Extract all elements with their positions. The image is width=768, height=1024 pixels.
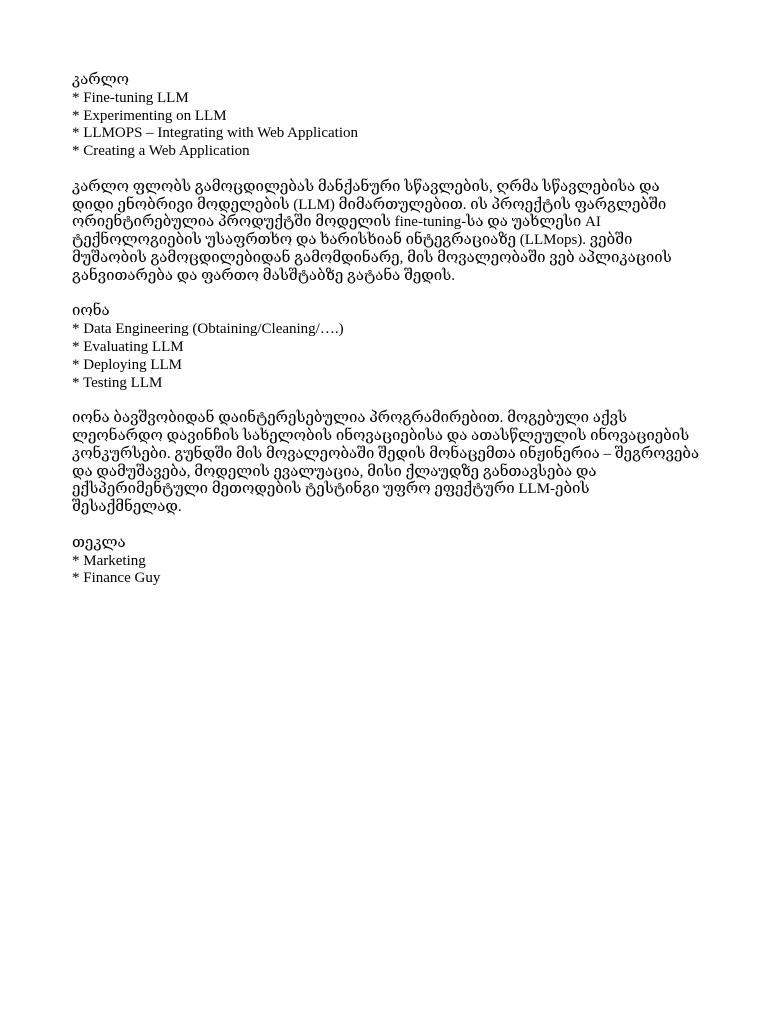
section-tekla xyxy=(72,535,702,588)
spacer xyxy=(72,517,702,535)
bullet-list xyxy=(72,321,702,392)
section-paragraph: კარლო ფლობს გამოცდილებას მანქანური სწავლების, ღრმა სწავლებისა და დიდი ენობრივი მოდელების (LLM) მიმართულებით. ის პროექტის ფარგლებში ორიენტირებულია პროდუქტში მოდელის fine-tuning-სა და უახლესი AI ტექნოლოგიების უსაფრთხო და ხარისხიან ინტეგრაციაზე (LLMops). ვებში მუშაობის გამოცდილებიდან გამომდინარე, მის მოვალეობაში ვებ აპლიკაციის განვითარება და ფართო მასშტაბზე გატანა შედის. xyxy=(72,178,672,284)
bullet-item: * Finance Guy xyxy=(72,570,161,587)
bullet-item: * Evaluating LLM xyxy=(72,338,184,355)
bullet-item: * Creating a Web Application xyxy=(72,143,250,160)
bullet-item: * Experimenting on LLM xyxy=(72,107,227,124)
document-page xyxy=(72,72,702,588)
bullet-list xyxy=(72,553,702,589)
section-paragraph: იონა ბავშვობიდან დაინტერესებულია პროგრამირებით. მოგებული აქვს ლეონარდო დავინჩის სახელობის ინოვაციებისა და ათასწლეულის ინოვაციების კონკურსები. გუნდში მის მოვალეობაში შედის მონაცემთა ინჟინერია – შეგროვება და დამუშავება, მოდელის ევალუაცია, მისი ქლაუდზე განთავსება და ექსპერიმენტული მეთოდების ტესტინგი უფრო ეფექტური LLM-ების შესაქმნელად. xyxy=(72,410,700,516)
section-karlo xyxy=(72,72,702,286)
bullet-item: * LLMOPS – Integrating with Web Application xyxy=(72,125,358,142)
section-name: იონა xyxy=(72,303,110,320)
spacer xyxy=(72,286,702,304)
section-name: თეკლა xyxy=(72,534,126,551)
section-iona xyxy=(72,303,702,517)
spacer xyxy=(72,392,702,410)
spacer xyxy=(72,161,702,179)
bullet-item: * Fine-tuning LLM xyxy=(72,89,189,106)
bullet-item: * Deploying LLM xyxy=(72,356,182,373)
bullet-list xyxy=(72,90,702,161)
section-name: კარლო xyxy=(72,72,130,88)
bullet-item: * Marketing xyxy=(72,552,146,569)
bullet-item: * Testing LLM xyxy=(72,374,163,391)
bullet-item: * Data Engineering (Obtaining/Cleaning/….) xyxy=(72,321,344,338)
